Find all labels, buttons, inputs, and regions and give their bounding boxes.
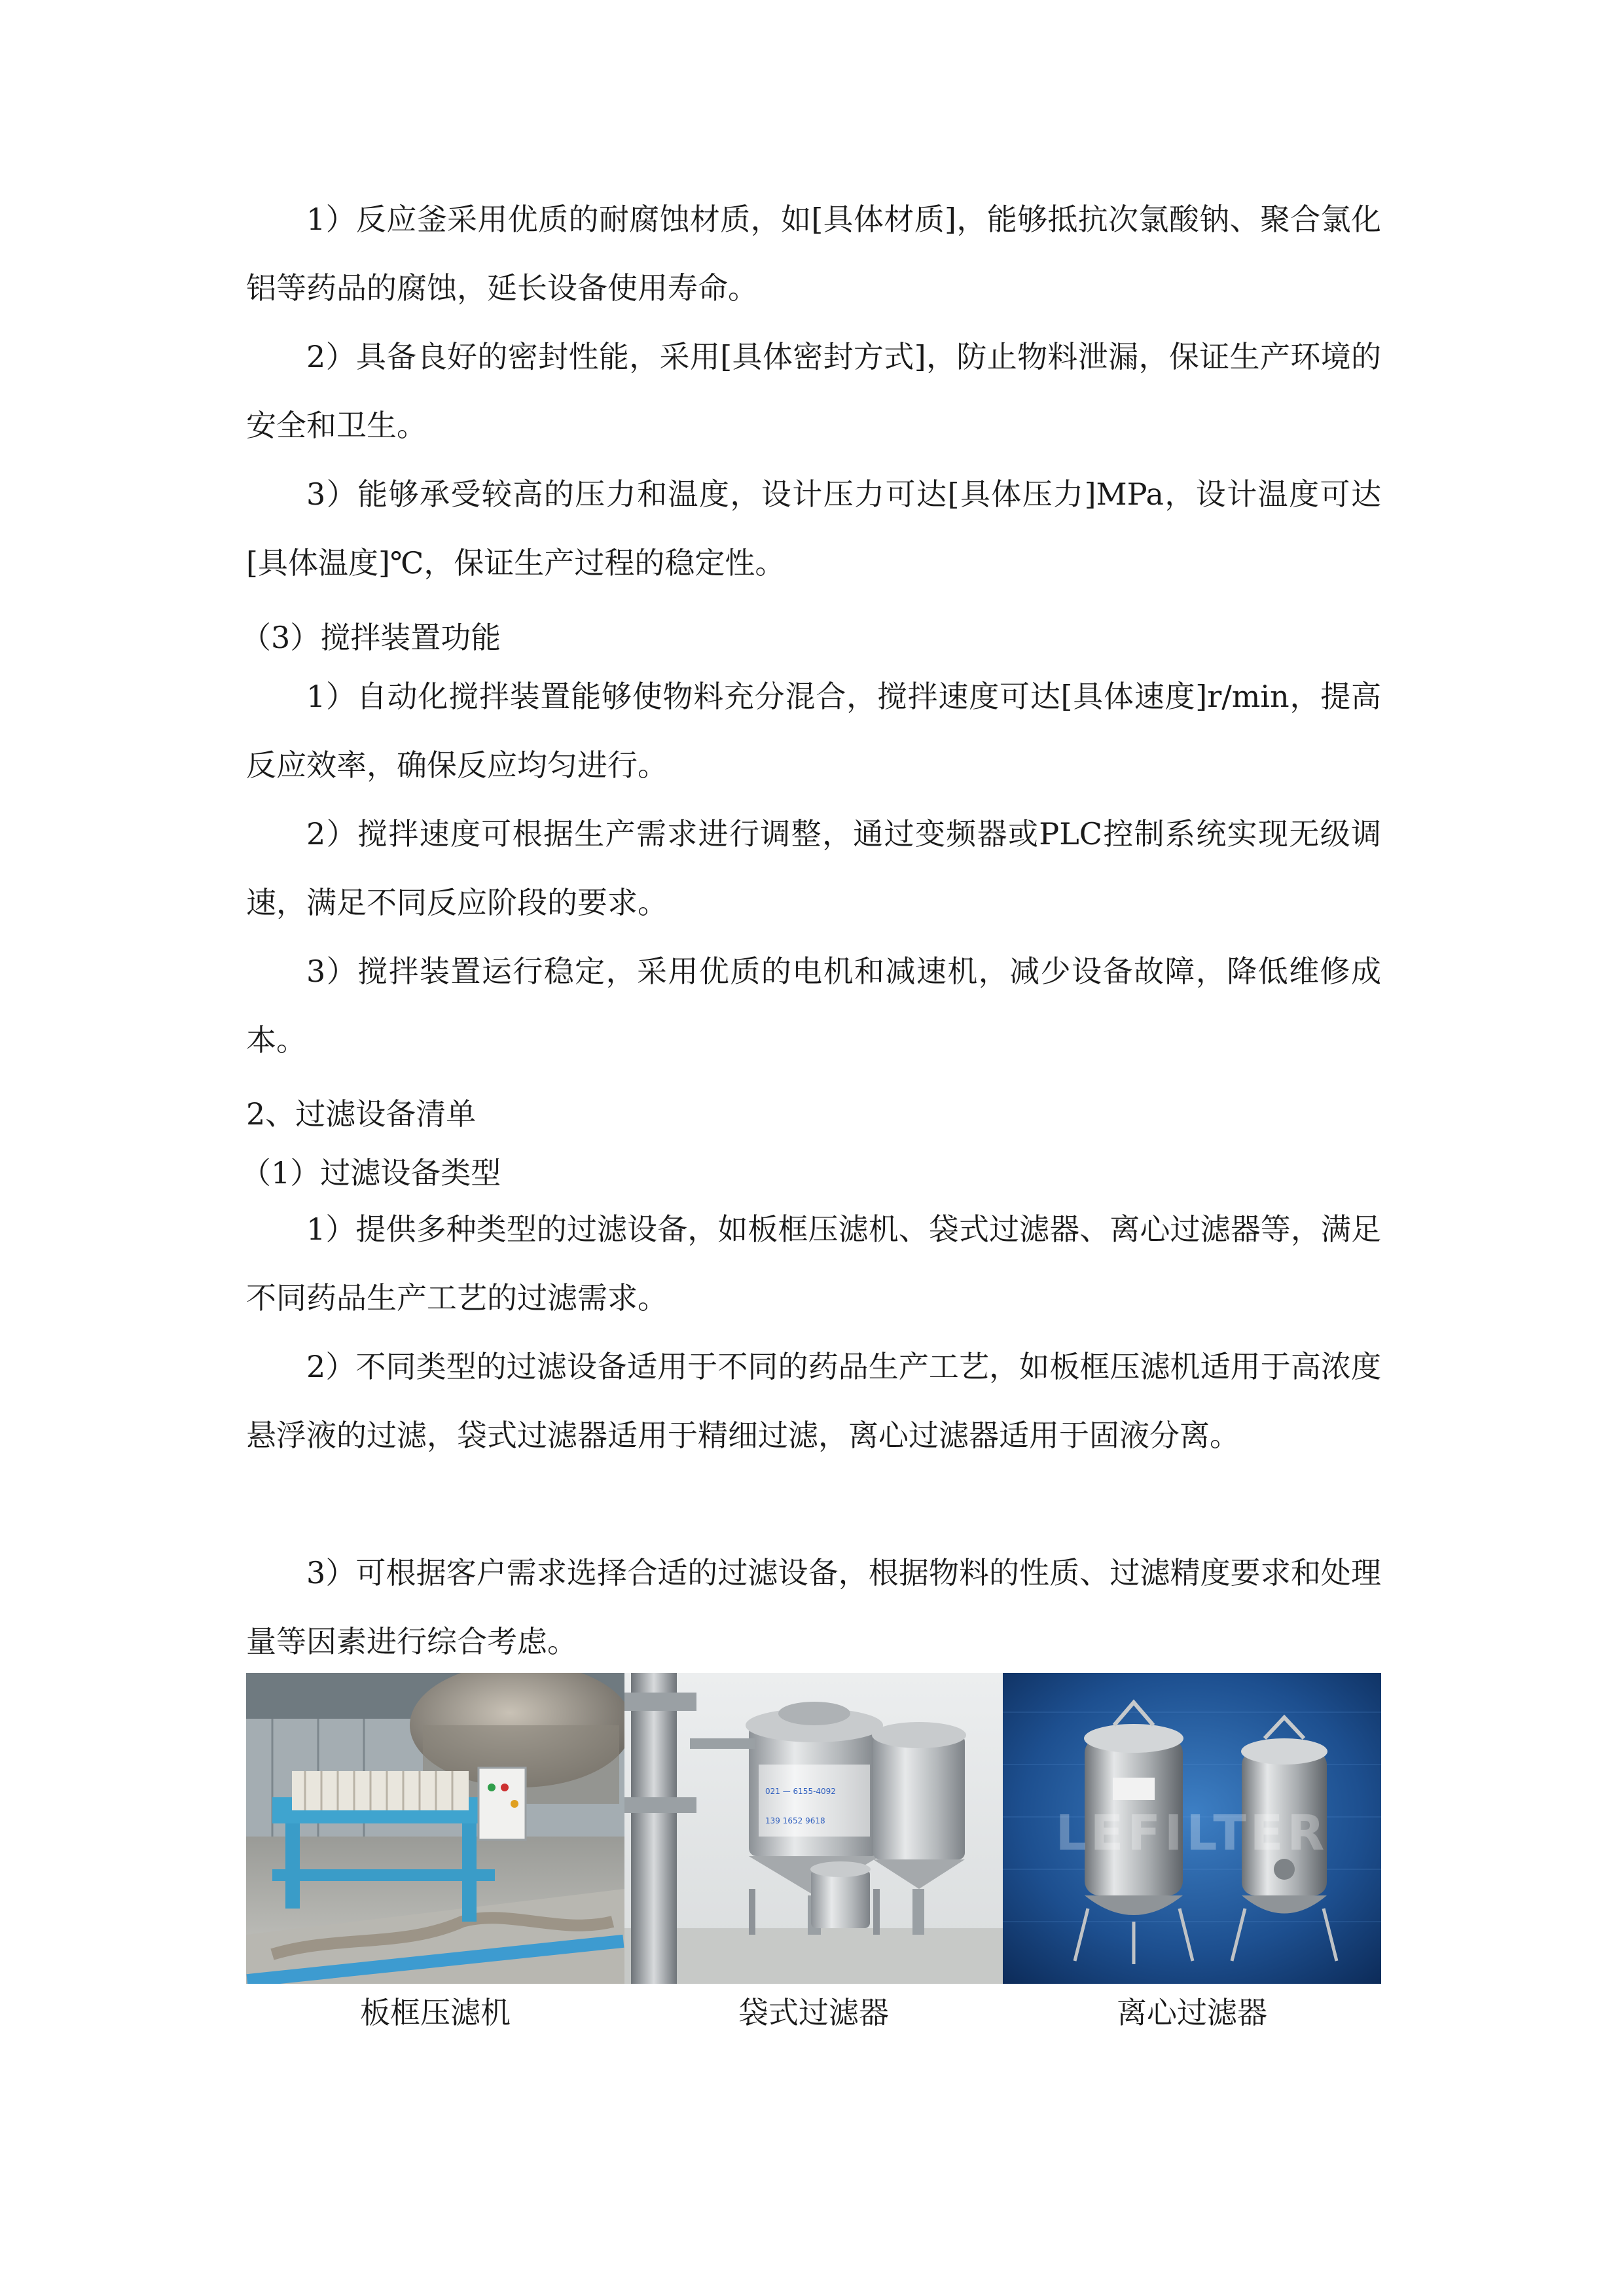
centrifugal-watermark-text: LEFILTER	[1055, 1805, 1329, 1861]
heading-stirring-function: （3）搅拌装置功能	[241, 620, 501, 655]
paragraph-stir-stable: 3）搅拌装置运行稳定，采用优质的电机和减速机，减少设备故障，降低维修成本。	[246, 954, 1381, 1058]
paragraph-filter-selection: 3）可根据客户需求选择合适的过滤设备，根据物料的性质、过滤精度要求和处理量等因素进行综合考虑。	[246, 1555, 1381, 1659]
document-page	[241, 0, 1381, 2296]
bag-filter-phone-1: 021 — 6155-4092	[765, 1787, 836, 1796]
caption-plate-frame-filter-press: 板框压滤机	[360, 1995, 511, 2030]
photo-captions	[246, 1990, 1381, 2036]
paragraph-sealing: 2）具备良好的密封性能，采用[具体密封方式]，防止物料泄漏，保证生产环境的安全和卫生。	[246, 339, 1381, 443]
equipment-photo-strip	[246, 1673, 1381, 1984]
caption-bag-filter: 袋式过滤器	[738, 1995, 889, 2030]
paragraph-stir-adjust: 2）搅拌速度可根据生产需求进行调整，通过变频器或PLC控制系统实现无级调速，满足不同反应阶段的要求。	[246, 816, 1381, 920]
paragraph-stir-speed: 1）自动化搅拌装置能够使物料充分混合，搅拌速度可达[具体速度]r/min，提高反应效率，确保反应均匀进行。	[246, 679, 1381, 783]
centrifugal-filter-photo	[1003, 1673, 1381, 1984]
bag-filter-photo	[624, 1673, 1003, 1984]
paragraph-filter-application: 2）不同类型的过滤设备适用于不同的药品生产工艺，如板框压滤机适用于高浓度悬浮液的过滤，袋式过滤器适用于精细过滤，离心过滤器适用于固液分离。	[246, 1349, 1381, 1453]
paragraph-material: 1）反应釜采用优质的耐腐蚀材质，如[具体材质]，能够抵抗次氯酸钠、聚合氯化铝等药品的腐蚀，延长设备使用寿命。	[246, 202, 1381, 306]
plate-frame-filter-press-photo	[246, 1673, 624, 1984]
heading-filter-types: （1）过滤设备类型	[241, 1155, 501, 1191]
paragraph-filter-variety: 1）提供多种类型的过滤设备，如板框压滤机、袋式过滤器、离心过滤器等，满足不同药品生产工艺的过滤需求。	[246, 1211, 1381, 1316]
caption-centrifugal-filter: 离心过滤器	[1117, 1995, 1267, 2030]
bag-filter-phone-2: 139 1652 9618	[765, 1816, 825, 1825]
heading-filter-equipment-list: 2、过滤设备清单	[246, 1096, 477, 1132]
paragraph-pressure: 3）能够承受较高的压力和温度，设计压力可达[具体压力]MPa，设计温度可达[具体温度]℃，保证生产过程的稳定性。	[246, 476, 1381, 581]
